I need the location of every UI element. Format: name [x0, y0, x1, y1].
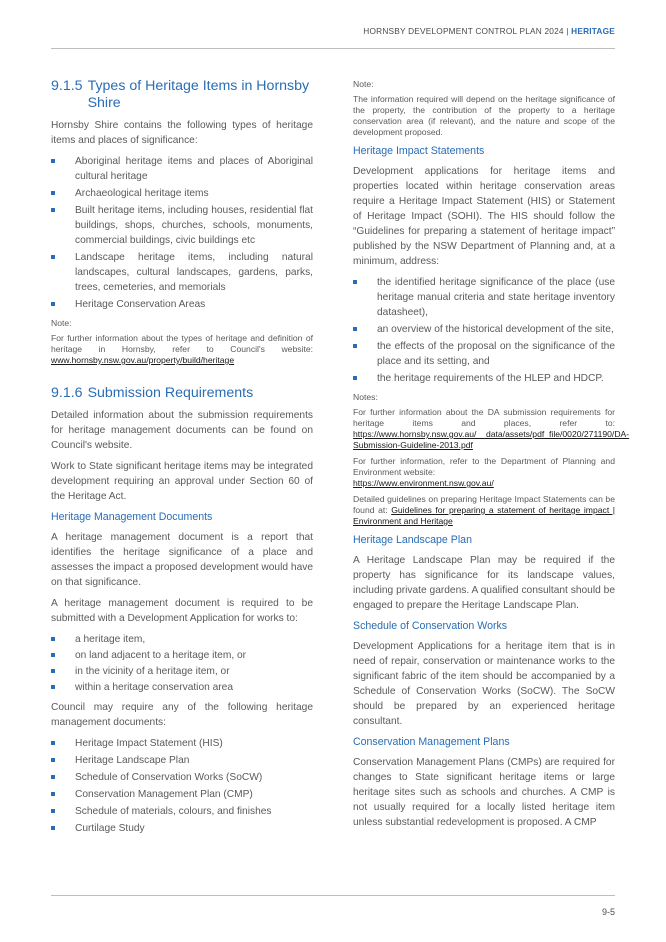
page-number: 9-5: [601, 907, 615, 917]
paragraph: Detailed information about the submission requirements for heritage management documents can be found on Council's website.: [51, 410, 313, 451]
footer-rule: [51, 895, 615, 896]
bullet-icon: [51, 302, 55, 306]
bullet-icon: [51, 792, 55, 796]
bullet-icon: [51, 741, 55, 745]
paragraph: A heritage management document is a report that identifies the heritage significance of a place and assesses the impact a proposed development would have on that significance.: [51, 532, 313, 588]
works-list: [51, 632, 313, 695]
left-column: [51, 78, 313, 841]
paragraph: Conservation Management Plans (CMPs) are required for changes to State significant heritage items or large heritage sites such as schools and churches. A CMP is not usually required for a locally listed heritage item unless substantial redevelopment is proposed. A CMP: [353, 757, 615, 828]
list-item-text: Heritage Conservation Areas: [75, 299, 206, 310]
bullet-icon: [51, 809, 55, 813]
right-column: [353, 78, 630, 836]
note-label: Note:: [51, 318, 72, 328]
note: [353, 407, 630, 451]
note: [51, 333, 313, 366]
list-item-text: Archaeological heritage items: [75, 188, 209, 199]
list-item: [51, 648, 313, 663]
bullet-icon: [51, 669, 55, 673]
note: [353, 456, 615, 489]
paragraph: Work to State significant heritage items may be integrated development requiring an approval under Section 60 of the Heritage Act.: [51, 461, 313, 502]
management-documents-list: [51, 736, 313, 836]
list-item-text: within a heritage conservation area: [75, 682, 234, 693]
heritage-types-list: [51, 154, 313, 312]
note-text: Detailed guidelines on preparing Heritage Impact Statements can be found at:: [353, 494, 615, 515]
list-item-text: Built heritage items, including houses, residential flat buildings, shops, churches, schools, monuments, commercial buildings, civic buildings etc: [75, 205, 313, 246]
paragraph: Council may require any of the following heritage management documents:: [51, 702, 313, 728]
list-item: [51, 632, 313, 647]
list-item: [51, 736, 313, 751]
bullet-icon: [51, 826, 55, 830]
list-item-text: the identified heritage significance of the place (use heritage manual criteria and state heritage inventory datasheet),: [377, 277, 615, 318]
list-item-text: a heritage item,: [75, 634, 146, 645]
list-item-text: Aboriginal heritage items and places of Aboriginal cultural heritage: [75, 156, 313, 182]
list-item: [51, 821, 313, 836]
document-title: HORNSBY DEVELOPMENT CONTROL PLAN 2024: [363, 26, 564, 36]
list-item-text: Heritage Impact Statement (HIS): [75, 738, 223, 749]
page-header: [363, 26, 615, 36]
note: [353, 494, 615, 527]
header-rule: [51, 48, 615, 49]
section-heading-9-1-5: [51, 78, 313, 112]
list-item: [353, 275, 615, 320]
note-text: For further information, refer to the Department of Planning and Environment website:: [353, 456, 615, 477]
note-text: For further information about the DA submission requirements for heritage items and places, refer to:: [353, 407, 615, 428]
note: The information required will depend on the heritage significance of the property, the contribution of the property to a heritage conservation area (if relevant), and the nature and scope of the development proposed.: [353, 94, 615, 137]
subheading: Heritage Landscape Plan: [353, 534, 472, 546]
list-item-text: an overview of the historical development of the site,: [377, 324, 614, 335]
bullet-icon: [51, 758, 55, 762]
paragraph: A heritage management document is required to be submitted with a Development Application for works to:: [51, 598, 313, 624]
list-item: [51, 680, 313, 695]
list-item: [51, 250, 313, 295]
paragraph: Development Applications for a heritage item that is in need of repair, conservation or maintenance works to the significant fabric of the item should be accompanied by a Schedule of Conservation Works (SoCW). The SoCW should be prepared by an experienced heritage consultant.: [353, 641, 615, 727]
list-item-text: on land adjacent to a heritage item, or: [75, 650, 247, 661]
list-item-text: Schedule of Conservation Works (SoCW): [75, 772, 263, 783]
environment-website-link[interactable]: https://www.environment.nsw.gov.au/: [353, 478, 494, 488]
list-item-text: Heritage Landscape Plan: [75, 755, 190, 766]
notes-label: Notes:: [353, 392, 378, 402]
bullet-icon: [353, 376, 357, 380]
list-item: [51, 770, 313, 785]
section-title: Types of Heritage Items in Hornsby Shire: [87, 78, 310, 111]
list-item: [51, 203, 313, 248]
header-separator: |: [566, 26, 569, 36]
list-item: [353, 322, 615, 337]
bullet-icon: [51, 653, 55, 657]
da-guideline-link[interactable]: https://www.hornsby.nsw.gov.au/__data/assets/pdf_file/0020/271190/DA-Submission-Guideline-2013.pdf: [353, 429, 630, 450]
bullet-icon: [353, 280, 357, 284]
subheading: Heritage Impact Statements: [353, 145, 485, 157]
list-item: [353, 371, 615, 386]
list-item-text: in the vicinity of a heritage item, or: [75, 666, 230, 677]
section-name: HERITAGE: [571, 26, 615, 36]
section-title: Submission Requirements: [87, 385, 254, 401]
list-item: [51, 664, 313, 679]
bullet-icon: [51, 191, 55, 195]
bullet-icon: [353, 327, 357, 331]
list-item-text: Conservation Management Plan (CMP): [75, 789, 253, 800]
section-heading-9-1-6: [51, 385, 313, 402]
subheading: Schedule of Conservation Works: [353, 620, 508, 632]
his-requirements-list: [353, 275, 615, 386]
list-item: [51, 753, 313, 768]
list-item-text: Landscape heritage items, including natural landscapes, cultural landscapes, gardens, parks, trees, cemeteries, and memorials: [75, 252, 313, 293]
paragraph: A Heritage Landscape Plan may be required if the property has significance for its landscape values, including private gardens. A qualified consultant should be engaged to prepare the Heritage Landscape Plan.: [353, 555, 615, 611]
bullet-icon: [51, 637, 55, 641]
bullet-icon: [353, 344, 357, 348]
note-text: For further information about the types of heritage and definition of heritage in Hornsby, refer to Council's website:: [51, 333, 313, 354]
list-item-text: the effects of the proposal on the significance of the place and its setting, and: [377, 341, 615, 367]
note-label: Note:: [353, 79, 374, 89]
bullet-icon: [51, 685, 55, 689]
list-item-text: Curtilage Study: [75, 823, 145, 834]
paragraph: Hornsby Shire contains the following types of heritage items and places of significance:: [51, 120, 313, 146]
council-heritage-link[interactable]: www.hornsby.nsw.gov.au/property/build/heritage: [51, 355, 235, 365]
bullet-icon: [51, 208, 55, 212]
section-number: 9.1.6: [51, 385, 83, 401]
paragraph: Development applications for heritage items and properties located within heritage conservation areas require a Heritage Impact Statement (HIS) or Statement of Heritage Impact (SOHI). The HIS should follow the “Guidelines for preparing a statement of heritage impact” published by the NSW Department of Planning and, at a minimum, address:: [353, 166, 615, 267]
his-guidelines-link[interactable]: Guidelines for preparing a statement of heritage impact | Environment and Heritage: [353, 505, 616, 526]
list-item-text: Schedule of materials, colours, and finishes: [75, 806, 272, 817]
list-item: [51, 154, 313, 184]
section-number: 9.1.5: [51, 78, 83, 94]
list-item: [51, 787, 313, 802]
list-item-text: the heritage requirements of the HLEP and HDCP.: [377, 373, 604, 384]
bullet-icon: [51, 255, 55, 259]
subheading: Conservation Management Plans: [353, 736, 510, 748]
bullet-icon: [51, 159, 55, 163]
list-item: [51, 186, 313, 201]
bullet-icon: [51, 775, 55, 779]
list-item: [51, 297, 313, 312]
list-item: [353, 339, 615, 369]
list-item: [51, 804, 313, 819]
subheading: Heritage Management Documents: [51, 511, 213, 523]
